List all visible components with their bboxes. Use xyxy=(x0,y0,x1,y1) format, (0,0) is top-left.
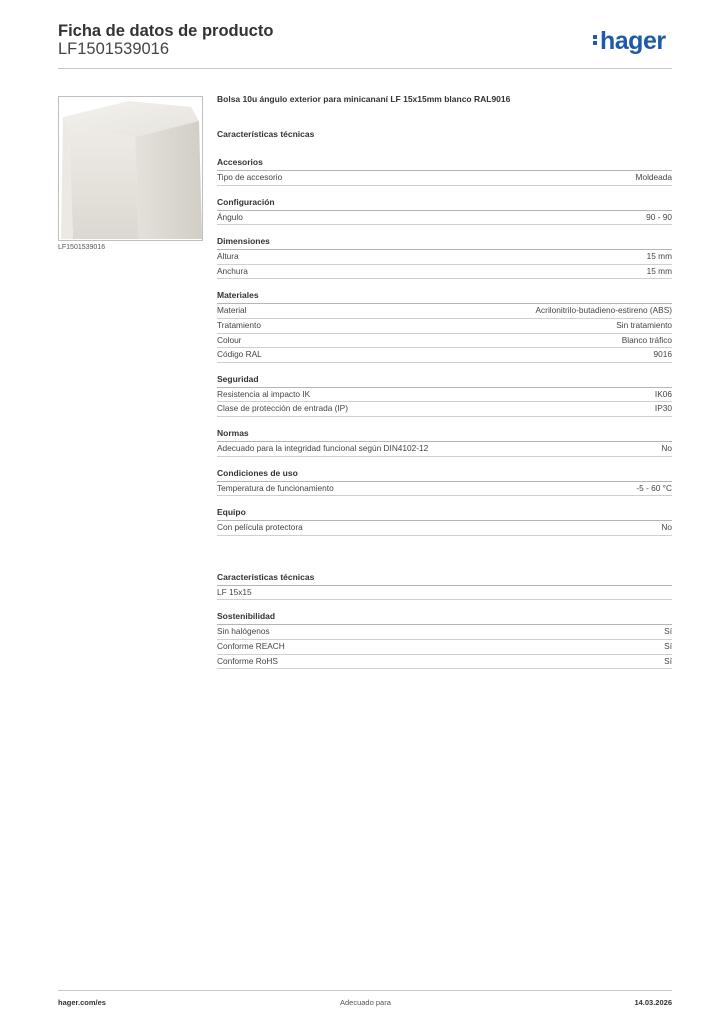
spec-row xyxy=(217,640,672,655)
section-condiciones-de-uso xyxy=(217,468,672,497)
spec-value: IK06 xyxy=(654,388,672,399)
product-image-corner-piece xyxy=(59,97,202,240)
section-title: Condiciones de uso xyxy=(217,468,672,482)
spec-value: Blanco tráfico xyxy=(621,334,672,345)
product-image xyxy=(58,96,203,241)
spec-row xyxy=(217,211,672,226)
spec-row xyxy=(217,250,672,265)
spec-label: Ángulo xyxy=(217,211,243,222)
spec-value: 15 mm xyxy=(646,251,672,262)
spec-row xyxy=(217,319,672,334)
spec-label: LF 15x15 xyxy=(217,586,252,597)
section-materiales xyxy=(217,290,672,362)
section-sostenibilidad xyxy=(217,611,672,669)
spec-row xyxy=(217,442,672,457)
section-title: Características técnicas xyxy=(217,572,672,586)
section-normas xyxy=(217,428,672,457)
footer-divider xyxy=(58,990,672,991)
section-title: Equipo xyxy=(217,507,672,521)
product-code: LF1501539016 xyxy=(58,40,170,58)
spec-value: 15 mm xyxy=(646,265,672,276)
spec-row xyxy=(217,304,672,319)
product-image-caption: LF1501539016 xyxy=(58,244,106,251)
section-accesorios xyxy=(217,157,672,186)
spec-label: Temperatura de funcionamiento xyxy=(217,482,334,493)
section-equipo xyxy=(217,507,672,536)
spec-value: Sí xyxy=(664,655,672,666)
spec-value: Sí xyxy=(664,640,672,651)
spec-row xyxy=(217,402,672,417)
spec-label: Con película protectora xyxy=(217,522,303,533)
section-title: Materiales xyxy=(217,290,672,304)
section-title: Accesorios xyxy=(217,157,672,171)
spec-value: No xyxy=(661,442,672,453)
section-configuracion xyxy=(217,197,672,226)
technical-characteristics-heading-group xyxy=(217,129,672,142)
section-title: Sostenibilidad xyxy=(217,611,672,625)
spec-label: Conforme REACH xyxy=(217,640,285,651)
spec-label: Material xyxy=(217,305,247,316)
spec-row xyxy=(217,265,672,280)
spec-content xyxy=(217,94,672,680)
spec-label: Sin halógenos xyxy=(217,626,270,637)
spec-label: Altura xyxy=(217,251,239,262)
spec-label: Código RAL xyxy=(217,349,262,360)
spec-label: Colour xyxy=(217,334,242,345)
spec-label: Adecuado para la integridad funcional según DIN4102-12 xyxy=(217,442,429,453)
spec-value: 90 - 90 xyxy=(646,211,672,222)
spacer xyxy=(217,547,672,572)
logo-dots-icon xyxy=(593,33,598,47)
footer-date: 14.03.2026 xyxy=(634,998,672,1007)
spec-value: Sin tratamiento xyxy=(616,319,672,330)
footer-center-text: Adecuado para xyxy=(340,998,391,1007)
spec-row xyxy=(217,171,672,186)
hager-logo[interactable] xyxy=(593,27,666,56)
section-dimensiones xyxy=(217,236,672,279)
spec-row xyxy=(217,586,672,601)
footer-website-link[interactable]: hager.com/es xyxy=(58,998,106,1007)
spec-label: Tratamiento xyxy=(217,319,261,330)
spec-label: Resistencia al impacto IK xyxy=(217,388,311,399)
spec-value: IP30 xyxy=(654,403,672,414)
spec-row xyxy=(217,334,672,349)
section-seguridad xyxy=(217,374,672,417)
spec-row xyxy=(217,521,672,536)
technical-characteristics-heading: Características técnicas xyxy=(217,129,315,139)
spec-row xyxy=(217,348,672,363)
spec-value: Sí xyxy=(664,626,672,637)
spec-label: Conforme RoHS xyxy=(217,655,278,666)
spec-row xyxy=(217,482,672,497)
spec-row xyxy=(217,388,672,403)
spec-label: Tipo de accesorio xyxy=(217,172,283,182)
section-title: Dimensiones xyxy=(217,236,672,250)
spec-label: Anchura xyxy=(217,265,248,276)
page-title: Ficha de datos de producto xyxy=(58,22,274,40)
spec-value: Moldeada xyxy=(635,172,672,182)
spec-value: No xyxy=(661,522,672,533)
spec-value: -5 - 60 °C xyxy=(636,482,672,493)
section-title: Configuración xyxy=(217,197,672,211)
spec-label: Clase de protección de entrada (IP) xyxy=(217,403,348,414)
logo-text: hager xyxy=(600,27,666,55)
section-caracteristicas-tecnicas xyxy=(217,572,672,601)
spec-value: Acrilonitrilo-butadieno-estireno (ABS) xyxy=(535,305,672,316)
product-title: Bolsa 10u ángulo exterior para minicananí LF 15x15mm blanco RAL9016 xyxy=(217,94,511,104)
section-title: Normas xyxy=(217,428,672,442)
section-title: Seguridad xyxy=(217,374,672,388)
spec-row xyxy=(217,625,672,640)
header-divider xyxy=(58,68,672,69)
spec-row xyxy=(217,655,672,670)
spec-value: 9016 xyxy=(653,349,672,360)
